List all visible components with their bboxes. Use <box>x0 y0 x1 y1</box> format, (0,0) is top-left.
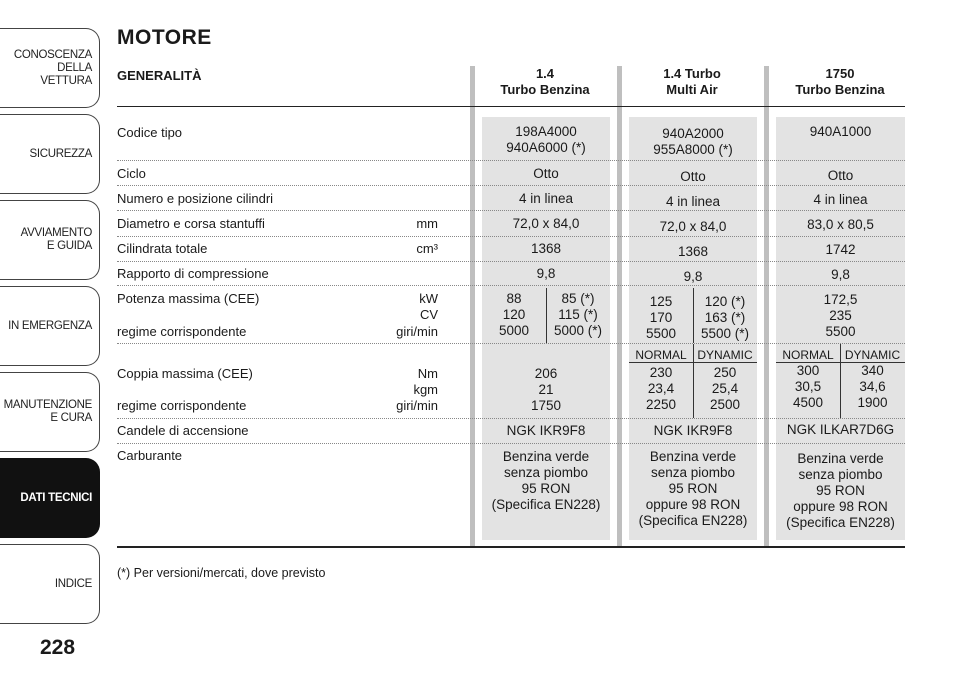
cell-line: Benzina verde <box>649 449 737 464</box>
c1-diametro: 72,0 x 84,0 <box>512 216 580 231</box>
row-label-regime-coppia: regime corrispondente <box>117 398 247 413</box>
row-label-diametro: Diametro e corsa stantuffi <box>117 216 265 231</box>
c2-mode-normal: NORMAL <box>635 348 687 362</box>
unit-cv: CV <box>419 307 438 322</box>
c2-rapporto: 9,8 <box>683 269 703 284</box>
cell-line: 95 RON <box>816 483 865 498</box>
c1-candele: NGK IKR9F8 <box>506 423 586 438</box>
c1-codice <box>482 124 610 156</box>
tab-label-line: AVVIAMENTO <box>20 227 92 239</box>
cell-line: 340 <box>861 363 884 378</box>
c3-potenza <box>776 292 905 340</box>
c3-codice: 940A1000 <box>809 124 872 139</box>
tab-label-line: DELLA <box>57 61 92 74</box>
row-label-ciclo: Ciclo <box>117 166 146 181</box>
cell-line: 5500 <box>645 326 677 341</box>
c2-cilindrata: 1368 <box>677 244 709 259</box>
c1-ciclo: Otto <box>533 166 559 181</box>
tab-in-emergenza[interactable] <box>0 286 100 366</box>
tab-label-line: DATI TECNICI <box>20 491 92 504</box>
cell-line: 95 RON <box>668 481 718 496</box>
column-header-line: Multi Air <box>666 82 718 97</box>
cell-line: 300 <box>796 363 820 378</box>
cell-line: 940A6000 (*) <box>506 140 586 155</box>
c3-rapporto: 9,8 <box>831 267 850 282</box>
cell-line: 2250 <box>645 397 677 412</box>
column-header-1-4-turbo-multi-air <box>627 66 757 98</box>
cell-line: 230 <box>649 365 673 380</box>
unit-giri-min: giri/min <box>396 398 438 413</box>
c3-candele: NGK ILKAR7D6G <box>786 422 895 437</box>
cell-line: 25,4 <box>711 381 739 396</box>
tab-label-line: IN EMERGENZA <box>8 319 92 332</box>
row-divider <box>117 236 905 237</box>
cell-line: 235 <box>829 308 852 323</box>
cell-line: 115 (*) <box>558 307 598 322</box>
footnote: (*) Per versioni/mercati, dove previsto <box>117 566 326 580</box>
row-divider <box>117 418 905 419</box>
tab-conoscenza-della-vettura[interactable] <box>0 28 100 108</box>
c3-diametro: 83,0 x 80,5 <box>807 217 874 232</box>
tab-label-line: INDICE <box>54 577 92 590</box>
column-header-line: 1.4 Turbo <box>663 66 721 81</box>
cell-line: 170 <box>649 310 673 325</box>
cell-line: 120 <box>502 307 526 322</box>
column-strip <box>764 66 769 548</box>
c2-potenza-b <box>693 294 757 342</box>
cell-line: 940A2000 <box>662 126 724 141</box>
column-header-line: 1.4 <box>535 66 555 81</box>
c2-coppia-b <box>693 365 757 413</box>
cell-line: Benzina verde <box>502 449 590 464</box>
column-header-line: Turbo Benzina <box>795 82 885 97</box>
section-heading: GENERALITÀ <box>117 68 202 83</box>
row-divider <box>117 443 905 444</box>
tab-label-line: VETTURA <box>40 74 92 87</box>
cell-line: 198A4000 <box>515 124 577 139</box>
unit-cm3: cm³ <box>416 241 438 256</box>
c3-ciclo: Otto <box>827 168 854 183</box>
row-divider <box>117 160 905 161</box>
c3-cilindrata: 1742 <box>825 242 856 257</box>
tab-label-line: MANUTENZIONE <box>3 399 92 411</box>
tab-label-line: SICUREZZA <box>29 147 92 160</box>
header-rule <box>117 106 905 107</box>
table-bottom-rule <box>117 546 905 548</box>
row-label-potenza: Potenza massima (CEE) <box>117 291 260 306</box>
column-header-1-4-turbo-benzina <box>480 66 610 98</box>
row-divider <box>117 285 905 286</box>
cell-line: senza piombo <box>503 465 589 480</box>
c1-potenza-a <box>482 291 546 339</box>
c2-diametro: 72,0 x 84,0 <box>659 219 727 234</box>
c1-potenza-b <box>546 291 610 339</box>
c2-candele: NGK IKR9F8 <box>653 423 733 438</box>
cell-line: 23,4 <box>647 381 675 396</box>
cell-line: 206 <box>534 366 558 381</box>
cell-line: 30,5 <box>794 379 822 394</box>
unit-kw: kW <box>419 291 438 306</box>
unit-giri-min: giri/min <box>396 324 438 339</box>
tab-label-line: E CURA <box>50 412 92 424</box>
tab-avviamento-e-guida[interactable] <box>0 200 100 280</box>
row-divider <box>117 210 905 211</box>
row-label-regime-potenza: regime corrispondente <box>117 324 247 339</box>
cell-line: (Specifica EN228) <box>786 515 895 530</box>
cell-line: 120 (*) <box>704 294 746 309</box>
cell-line: 250 <box>713 365 737 380</box>
unit-mm: mm <box>416 216 438 231</box>
cell-line: (Specifica EN228) <box>491 497 601 512</box>
cell-line: 1750 <box>530 398 562 413</box>
row-label-cilindri: Numero e posizione cilindri <box>117 191 274 206</box>
row-label-cilindrata: Cilindrata totale <box>117 241 208 256</box>
unit-kgm: kgm <box>413 382 438 397</box>
c2-cilindri: 4 in linea <box>665 194 721 209</box>
cell-line: oppure 98 RON <box>645 497 741 512</box>
c1-cilindri: 4 in linea <box>518 191 574 206</box>
row-divider <box>117 185 905 186</box>
row-label-rapporto: Rapporto di compressione <box>117 266 269 281</box>
cell-line: Benzina verde <box>797 451 884 466</box>
cell-line: 5500 <box>825 324 856 339</box>
tab-label-line: CONOSCENZA <box>13 48 92 61</box>
cell-line: 172,5 <box>823 292 858 307</box>
c1-rapporto: 9,8 <box>536 266 556 281</box>
unit-nm: Nm <box>417 366 438 381</box>
tab-sicurezza[interactable] <box>0 114 100 194</box>
c1-coppia <box>482 366 610 414</box>
row-divider <box>117 261 905 262</box>
c3-carburante <box>776 451 905 531</box>
column-strip <box>617 66 622 548</box>
c2-ciclo: Otto <box>680 169 706 184</box>
c3-cilindri: 4 in linea <box>813 192 868 207</box>
c2-carburante <box>629 449 757 529</box>
cell-line: senza piombo <box>650 465 736 480</box>
c3-coppia-a <box>776 363 840 411</box>
cell-line: 95 RON <box>521 481 571 496</box>
cell-line: 34,6 <box>859 379 886 394</box>
cell-line: 2500 <box>709 397 741 412</box>
c1-cilindrata: 1368 <box>530 241 562 256</box>
page-number: 228 <box>40 636 76 659</box>
c3-mode-normal: NORMAL <box>782 348 834 362</box>
page-title: MOTORE <box>117 26 212 49</box>
cell-line: 88 <box>506 291 522 306</box>
cell-line: 5000 <box>498 323 530 338</box>
tab-manutenzione-e-cura[interactable] <box>0 372 100 452</box>
column-header-line: 1750 <box>825 66 855 81</box>
cell-line: oppure 98 RON <box>793 499 888 514</box>
cell-line: 163 (*) <box>704 310 746 325</box>
row-divider <box>117 343 905 344</box>
c2-coppia-a <box>629 365 693 413</box>
cell-line: 85 (*) <box>561 291 595 306</box>
row-label-candele: Candele di accensione <box>117 423 249 438</box>
c2-potenza-a <box>629 294 693 342</box>
row-label-codice-tipo: Codice tipo <box>117 125 183 140</box>
cell-line: (Specifica EN228) <box>638 513 748 528</box>
c2-mode-dynamic: DYNAMIC <box>697 348 753 362</box>
c1-carburante <box>482 449 610 513</box>
c3-coppia-b <box>840 363 905 411</box>
tab-indice[interactable] <box>0 544 100 624</box>
cell-line: 125 <box>649 294 673 309</box>
cell-line: 955A8000 (*) <box>653 142 733 157</box>
cell-line: senza piombo <box>798 467 883 482</box>
column-header-line: Turbo Benzina <box>500 82 590 97</box>
cell-line: 4500 <box>792 395 824 410</box>
cell-line: 21 <box>538 382 554 397</box>
tab-dati-tecnici[interactable] <box>0 458 100 538</box>
c3-mode-dynamic: DYNAMIC <box>844 348 901 362</box>
cell-line: 5500 (*) <box>700 326 750 341</box>
column-strip <box>470 66 475 548</box>
tab-label-line: E GUIDA <box>46 240 92 252</box>
row-label-carburante: Carburante <box>117 448 183 463</box>
cell-line: 5000 (*) <box>553 323 603 338</box>
cell-line: 1900 <box>857 395 888 410</box>
column-header-1750-turbo-benzina <box>775 66 905 98</box>
c2-codice <box>629 126 757 158</box>
row-label-coppia: Coppia massima (CEE) <box>117 366 253 381</box>
